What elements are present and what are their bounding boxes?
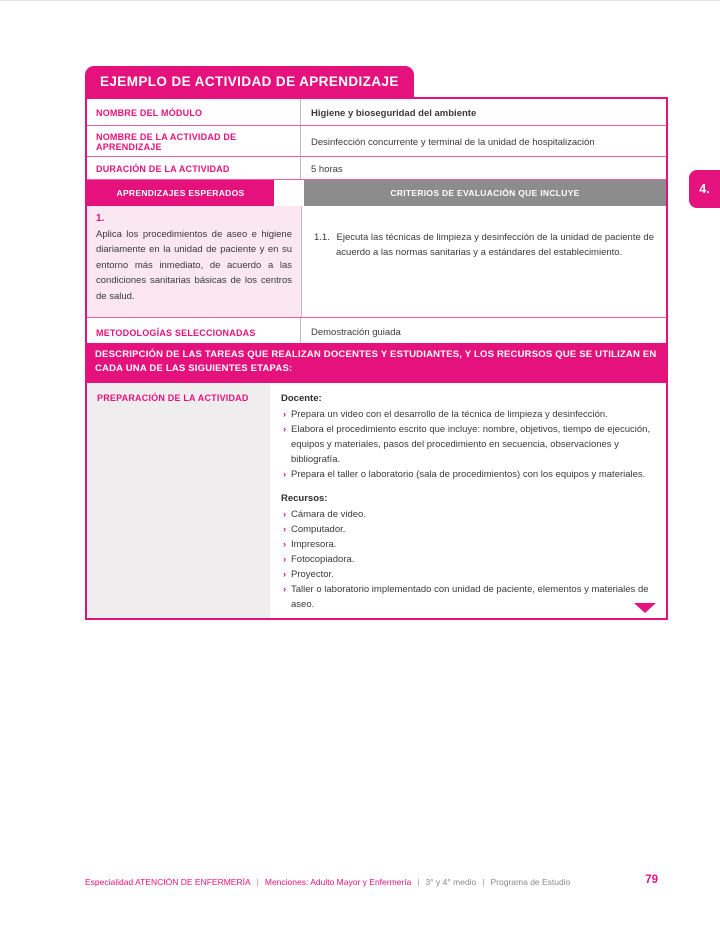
footer-separator: | <box>417 877 420 887</box>
module-value: Higiene y bioseguridad del ambiente <box>300 99 666 125</box>
tasks-description-section <box>85 343 668 620</box>
duration-value: 5 horas <box>300 157 666 179</box>
activity-name-value: Desinfección concurrente y terminal de la unidad de hospitalización <box>300 126 666 156</box>
page-top-edge <box>0 0 720 1</box>
evaluation-criteria-header: CRITERIOS DE EVALUACIÓN QUE INCLUYE <box>304 180 666 206</box>
footer-separator: | <box>256 877 259 887</box>
list-item: › Taller o laboratorio implementado con unidad de paciente, elementos y materiales de aseo. <box>283 583 649 610</box>
activity-table <box>85 97 668 347</box>
list-item: › Proyector. <box>283 568 334 580</box>
docente-heading: Docente: <box>281 392 322 404</box>
footer-mentions: Menciones: Adulto Mayor y Enfermería <box>264 877 412 887</box>
chevron-bullet-icon: › <box>283 508 287 520</box>
chevron-bullet-icon: › <box>283 423 287 435</box>
list-item: › Prepara un video con el desarrollo de la técnica de limpieza y desinfección. <box>283 408 608 420</box>
preparation-row <box>85 383 668 620</box>
chevron-bullet-icon: › <box>283 553 287 565</box>
list-item: › Fotocopiadora. <box>283 553 355 565</box>
activity-name-label: NOMBRE DE LA ACTIVIDAD DE APRENDIZAJE <box>96 132 237 152</box>
chevron-bullet-icon: › <box>283 468 287 480</box>
footer-program: Programa de Estudio <box>490 877 571 887</box>
chevron-bullet-icon: › <box>283 523 287 535</box>
objective-text: Aplica los procedimientos de aseo e higiene diariamente en la unidad de paciente y en su entorno más inmediato, de acuerdo a las condiciones sanitarias básicas de los centros de salud. <box>96 229 292 302</box>
module-label: NOMBRE DEL MÓDULO <box>96 108 203 118</box>
objective-number: 1. <box>96 213 105 224</box>
table-row-activity-name <box>87 126 666 157</box>
list-item: › Impresora. <box>283 538 337 550</box>
chevron-bullet-icon: › <box>283 568 287 580</box>
recursos-items-list <box>281 507 654 612</box>
continuation-triangle-icon <box>634 603 656 613</box>
list-item: › Prepara el taller o laboratorio (sala de procedimientos) con los equipos y materiales. <box>283 468 646 480</box>
footer-separator: | <box>482 877 485 887</box>
learning-objective-cell <box>87 206 301 317</box>
tasks-description-banner: DESCRIPCIÓN DE LAS TAREAS QUE REALIZAN DOCENTES Y ESTUDIANTES, Y LOS RECURSOS QUE SE UTILIZAN EN CADA UNA DE LAS SIGUIENTES ETAPAS: <box>85 343 668 383</box>
column-headers-row <box>87 180 666 206</box>
footer-specialty: Especialidad ATENCIÓN DE ENFERMERÍA <box>85 877 251 887</box>
list-item: › Cámara de video. <box>283 508 366 520</box>
learning-content-row <box>87 206 666 318</box>
chevron-bullet-icon: › <box>283 408 287 420</box>
page-number: 79 <box>645 874 658 886</box>
footer-grade: 3° y 4° medio <box>425 877 477 887</box>
recursos-heading: Recursos: <box>281 492 328 504</box>
page-title-text: EJEMPLO DE ACTIVIDAD DE APRENDIZAJE <box>100 74 399 89</box>
table-row-methodology <box>87 318 666 345</box>
table-row-duration <box>87 157 666 180</box>
chapter-tab-label: 4. <box>699 182 710 196</box>
evaluation-criterion-cell <box>301 206 666 317</box>
criterion-number: 1.1. <box>314 232 330 243</box>
docente-items-list <box>281 407 654 482</box>
expected-learning-header: APRENDIZAJES ESPERADOS <box>87 180 274 206</box>
table-row-module <box>87 99 666 126</box>
list-item: › Elabora el procedimiento escrito que incluye: nombre, objetivos, tiempo de ejecución, equipos y materiales, pasos del procedimiento en secuencia, observaciones y bibliografía. <box>283 423 651 465</box>
criterion-text: Ejecuta las técnicas de limpieza y desinfección de la unidad de paciente de acuerdo a las normas sanitarias y a estándares del establecimiento. <box>336 232 654 259</box>
chapter-tab <box>689 170 720 208</box>
chevron-bullet-icon: › <box>283 538 287 550</box>
page-title <box>85 66 414 97</box>
criterion-text-block <box>314 230 654 261</box>
duration-label: DURACIÓN DE LA ACTIVIDAD <box>96 164 230 174</box>
list-item: › Computador. <box>283 523 346 535</box>
preparation-content <box>270 383 666 618</box>
methodology-label: METODOLOGÍAS SELECCIONADAS <box>96 327 256 338</box>
methodology-value: Demostración guiada <box>300 318 666 345</box>
preparation-label: PREPARACIÓN DE LA ACTIVIDAD <box>87 383 270 618</box>
chevron-bullet-icon: › <box>283 583 287 595</box>
column-header-gap <box>274 180 304 206</box>
footer <box>85 877 668 887</box>
